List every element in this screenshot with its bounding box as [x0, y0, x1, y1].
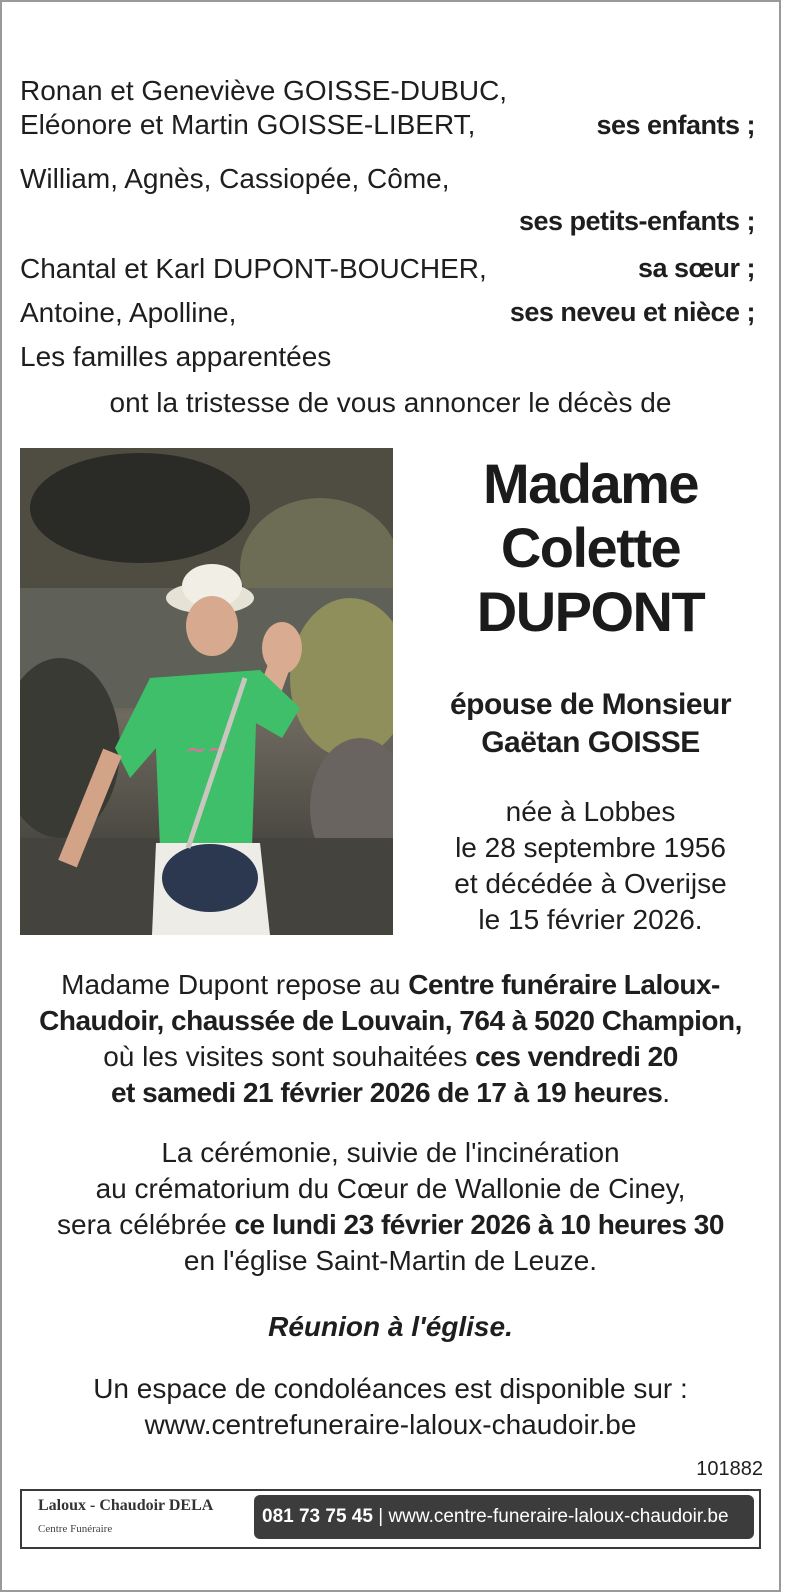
deceased-photo	[20, 448, 393, 935]
photo-illustration	[20, 448, 393, 935]
birth-death-block	[402, 794, 779, 938]
family-line-3: William, Agnès, Cassiopée, Côme,	[20, 163, 450, 194]
relation-children: ses enfants ;	[596, 110, 755, 140]
family-line-5: Antoine, Apolline,	[20, 297, 237, 328]
birth-place: née à Lobbes	[505, 796, 676, 827]
footer-separator: |	[378, 1506, 384, 1527]
deceased-title: Madame	[482, 452, 699, 515]
birth-date: le 28 septembre 1956	[455, 832, 726, 863]
death-date: le 15 février 2026.	[478, 904, 703, 935]
spouse-line-2: Gaëtan GOISSE	[481, 726, 700, 759]
family-line-2: Eléonore et Martin GOISSE-LIBERT,	[20, 109, 476, 140]
death-place: et décédée à Overijse	[454, 868, 727, 899]
deceased-name-block	[402, 452, 779, 644]
funeral-home-subtitle: Centre Funéraire	[38, 1523, 113, 1535]
ceremony-line-2: au crématorium du Cœur de Wallonie de Ciney,	[95, 1173, 686, 1204]
visit-text-3: où les visites sont souhaitées	[103, 1041, 476, 1072]
visit-line-3	[2, 1040, 779, 1074]
meeting-note: Réunion à l'église.	[268, 1311, 513, 1342]
visit-period: .	[662, 1077, 671, 1108]
visit-address: Chaudoir, chaussée de Louvain, 764 à 5020 Champion,	[39, 1005, 742, 1036]
footer-banner	[20, 1489, 761, 1549]
visit-text-1: Madame Dupont repose au	[61, 969, 409, 1000]
svg-text:~~: ~~	[185, 735, 229, 765]
relation-nephew-niece: ses neveu et nièce ;	[509, 297, 755, 327]
visit-line-4	[2, 1076, 779, 1110]
visit-dates-1: ces vendredi 20	[475, 1041, 678, 1072]
funeral-home-logo: Laloux - Chaudoir DELA	[38, 1497, 214, 1514]
spouse-block	[402, 686, 779, 762]
family-line-6: Les familles apparentées	[20, 341, 332, 372]
visit-line-1	[2, 968, 779, 1002]
deceased-first-name: Colette	[500, 516, 681, 579]
spouse-line-1: épouse de Monsieur	[449, 688, 732, 721]
ceremony-line-3	[2, 1208, 779, 1242]
visit-venue-1: Centre funéraire Laloux-	[408, 969, 720, 1000]
visit-dates-2: et samedi 21 février 2026 de 17 à 19 heures	[110, 1077, 663, 1108]
ceremony-text-3: sera célébrée	[57, 1209, 235, 1240]
ceremony-line-1: La cérémonie, suivie de l'incinération	[161, 1137, 620, 1168]
family-line-4: Chantal et Karl DUPONT-BOUCHER,	[20, 253, 487, 284]
ceremony-line-4: en l'église Saint-Martin de Leuze.	[183, 1245, 598, 1276]
footer-website[interactable]: www.centre-funeraire-laloux-chaudoir.be	[388, 1506, 729, 1527]
footer-phone[interactable]: 081 73 75 45	[262, 1506, 373, 1527]
relation-sister: sa sœur ;	[637, 253, 755, 283]
relation-grandchildren: ses petits-enfants ;	[518, 206, 755, 236]
announcement-line: ont la tristesse de vous annoncer le décès de	[109, 387, 672, 418]
condolences-url[interactable]: www.centrefuneraire-laloux-chaudoir.be	[144, 1409, 637, 1440]
footer-contact-bar	[254, 1495, 754, 1539]
reference-number: 101882	[696, 1458, 763, 1480]
condolences-line-1: Un espace de condoléances est disponible sur :	[93, 1373, 688, 1404]
visit-line-2	[2, 1004, 779, 1038]
deceased-last-name: DUPONT	[476, 580, 705, 643]
family-line-1: Ronan et Geneviève GOISSE-DUBUC,	[20, 75, 508, 106]
ceremony-date: ce lundi 23 février 2026 à 10 heures 30	[234, 1209, 724, 1240]
